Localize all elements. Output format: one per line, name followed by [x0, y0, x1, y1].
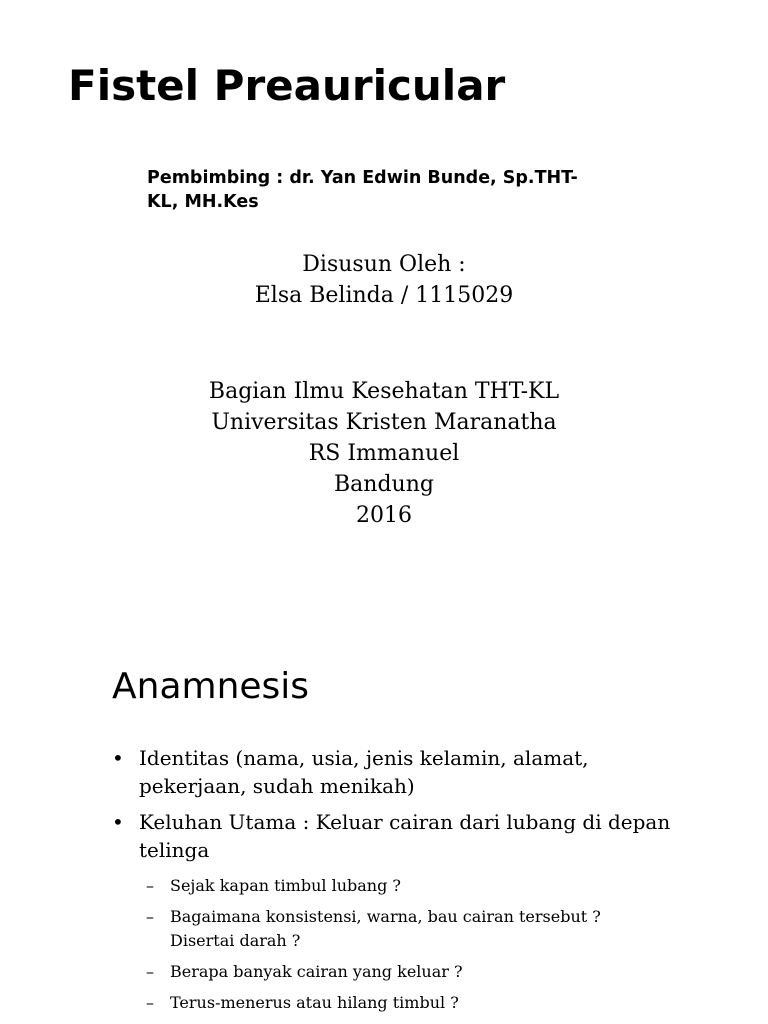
- sub-bullet-text: Sejak kapan timbul lubang ?: [170, 876, 401, 895]
- sub-bullet-text: Disertai darah ?: [170, 931, 301, 950]
- bullet-dot: •: [112, 746, 124, 770]
- institution-city: Bandung: [334, 472, 434, 497]
- bullet-text: Keluhan Utama : Keluar cairan dari lubang di depan: [139, 810, 671, 834]
- bullet-item-main-complaint: [112, 808, 732, 864]
- bullet-list: [112, 744, 732, 872]
- sub-bullet-text: Bagaimana konsistensi, warna, bau cairan tersebut ?: [170, 907, 601, 926]
- author-block: [0, 249, 768, 311]
- anamnesis-title: Anamnesis: [112, 666, 310, 707]
- sub-bullet-text: Berapa banyak cairan yang keluar ?: [170, 962, 463, 981]
- institution-block: [0, 376, 768, 531]
- sub-bullet-item: [146, 991, 746, 1015]
- sub-bullet-item: [146, 905, 746, 953]
- sub-bullet-list: [146, 874, 746, 1022]
- author-heading: Disusun Oleh :: [302, 252, 466, 277]
- bullet-text: pekerjaan, sudah menikah): [139, 774, 415, 798]
- supervisor-text: [147, 166, 667, 214]
- bullet-item-identity: [112, 744, 732, 800]
- sub-bullet-item: [146, 874, 746, 898]
- bullet-text: Identitas (nama, usia, jenis kelamin, alamat,: [139, 746, 589, 770]
- institution-hospital: RS Immanuel: [308, 441, 460, 466]
- institution-university: Universitas Kristen Maranatha: [211, 410, 557, 435]
- dash-mark: –: [146, 876, 154, 895]
- dash-mark: –: [146, 962, 154, 981]
- slide-title: Fistel Preauricular: [68, 61, 506, 110]
- bullet-dot: •: [112, 810, 124, 834]
- dash-mark: –: [146, 907, 154, 926]
- sub-bullet-item: [146, 960, 746, 984]
- supervisor-line: KL, MH.Kes: [147, 192, 259, 212]
- institution-department: Bagian Ilmu Kesehatan THT-KL: [208, 379, 560, 404]
- institution-year: 2016: [356, 503, 412, 528]
- author-name: Elsa Belinda / 1115029: [254, 283, 514, 308]
- sub-bullet-text: Terus-menerus atau hilang timbul ?: [170, 993, 459, 1012]
- bullet-text: telinga: [139, 838, 210, 862]
- dash-mark: –: [146, 993, 154, 1012]
- supervisor-line: Pembimbing : dr. Yan Edwin Bunde, Sp.THT-: [147, 168, 578, 188]
